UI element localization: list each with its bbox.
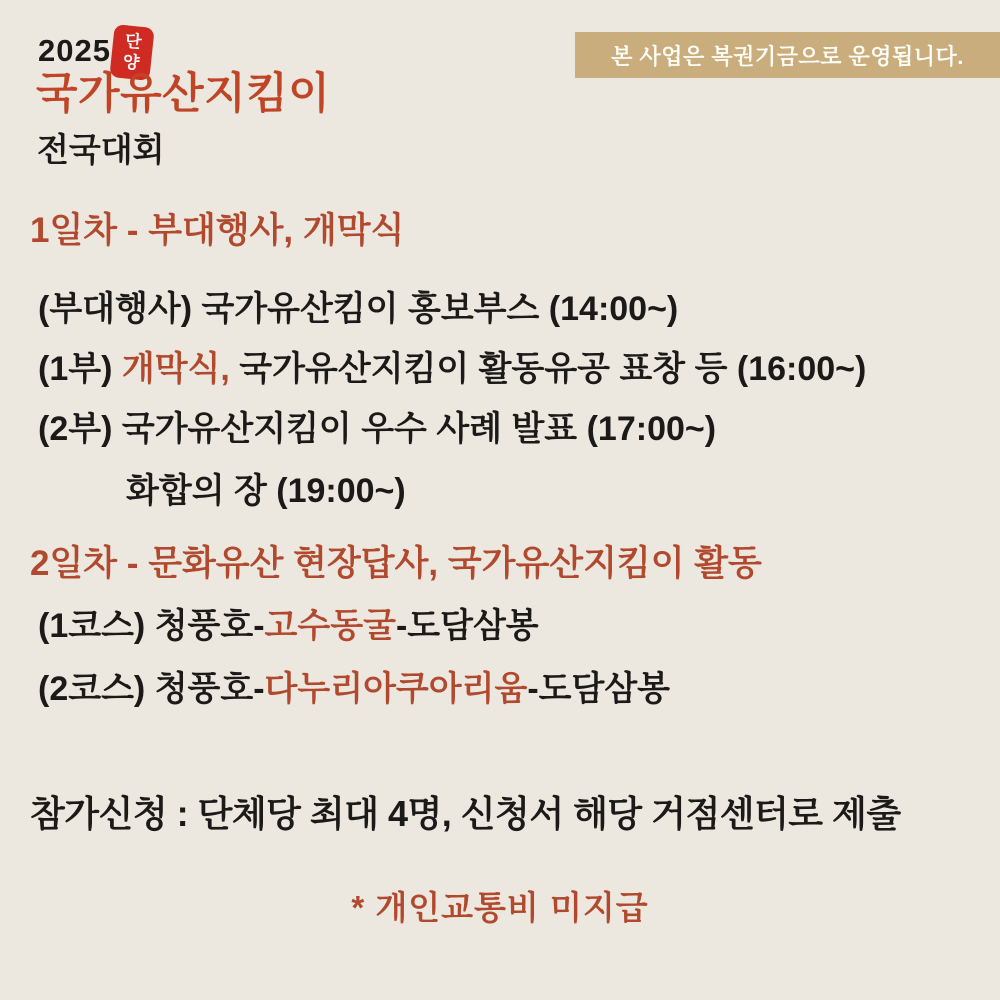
poster-title: 국가유산지킴이 xyxy=(36,70,331,118)
day1-item2-highlight: 개막식, xyxy=(121,350,230,388)
seal-char-2: 양 xyxy=(122,52,140,73)
day1-item-promo-booth: (부대행사) 국가유산킴이 홍보부스 (14:00~) xyxy=(38,290,679,328)
day1-item2-prefix: (1부) xyxy=(38,350,122,388)
day1-item-harmony-event: 화합의 장 (19:00~) xyxy=(126,472,406,510)
day2-course1-highlight: 고수동굴 xyxy=(264,607,396,645)
year-label: 2025 xyxy=(38,33,111,68)
day1-item-case-presentation: (2부) 국가유산지킴이 우수 사례 발표 (17:00~) xyxy=(38,410,717,448)
day2-heading: 2일차 - 문화유산 현장답사, 국가유산지킴이 활동 xyxy=(30,544,762,583)
day1-item2-suffix: 국가유산지킴이 활동유공 표창 등 (16:00~) xyxy=(229,350,867,388)
poster-subtitle: 전국대회 xyxy=(37,131,165,168)
day2-course1-prefix: (1코스) 청풍호- xyxy=(38,607,265,645)
day2-course2-suffix: -도담삼봉 xyxy=(527,670,671,708)
seal-char-1: 단 xyxy=(124,31,142,53)
funding-banner xyxy=(575,32,1000,78)
transport-note: * 개인교통비 미지급 xyxy=(351,889,649,926)
day2-course1 xyxy=(38,598,539,647)
day2-course2 xyxy=(38,661,670,710)
day2-course2-highlight: 다누리아쿠아리움 xyxy=(264,670,528,708)
application-info: 참가신청 : 단체당 최대 4명, 신청서 해당 거점센터로 제출 xyxy=(30,793,901,834)
day1-item-opening-ceremony xyxy=(38,341,866,390)
funding-banner-text: 본 사업은 복권기금으로 운영됩니다. xyxy=(611,43,964,69)
day1-heading: 1일차 - 부대행사, 개막식 xyxy=(30,211,405,250)
day2-course2-prefix: (2코스) 청풍호- xyxy=(38,670,265,708)
day2-course1-suffix: -도담삼봉 xyxy=(395,607,539,645)
